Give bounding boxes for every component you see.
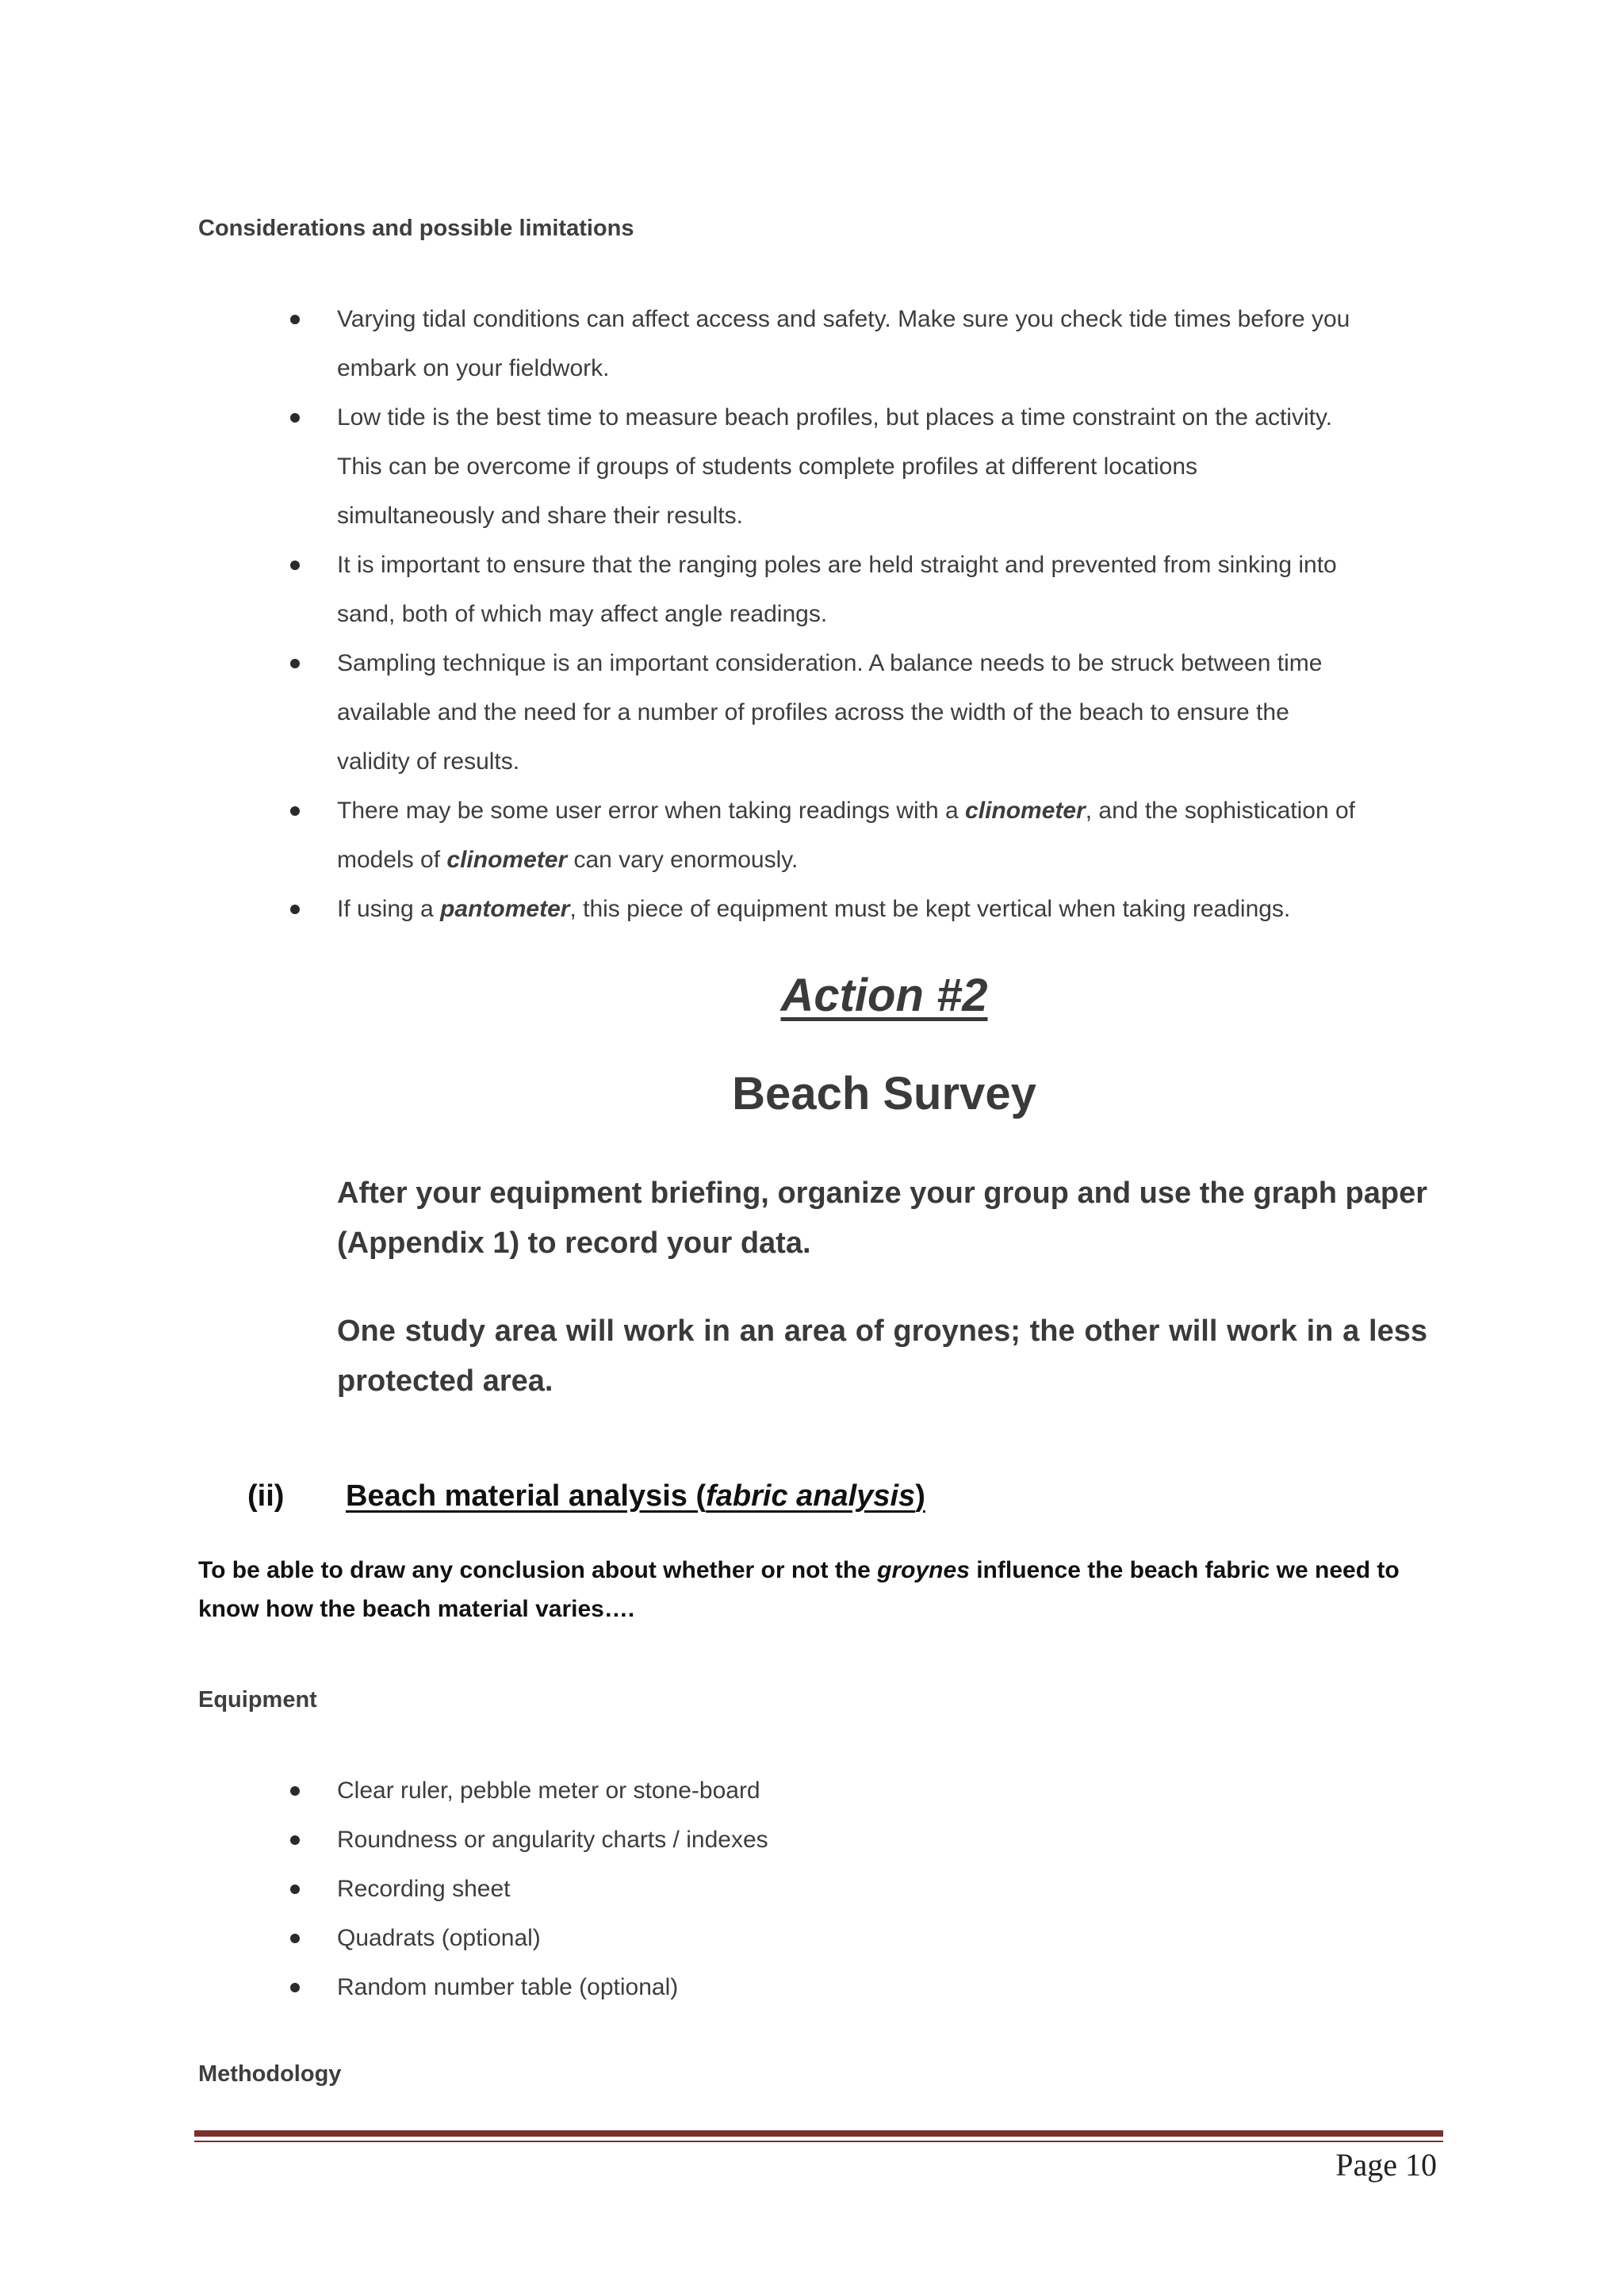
survey-title: Beach Survey bbox=[732, 1068, 1036, 1119]
list-item: Roundness or angularity charts / indexes bbox=[198, 1816, 1435, 1865]
methodology-heading: Methodology bbox=[198, 2061, 342, 2087]
equipment-list bbox=[198, 1766, 1435, 2012]
list-item: Random number table (optional) bbox=[198, 1963, 1435, 2012]
section-number: (ii) bbox=[247, 1479, 285, 1513]
intro-paragraph: To be able to draw any conclusion about whether or not the groynes influence the beach fabric we need to know how the beach material varies…. bbox=[198, 1557, 1400, 1622]
page-number: Page 10 bbox=[1335, 2147, 1437, 2183]
pantometer-term: pantometer bbox=[440, 896, 570, 922]
list-item: It is important to ensure that the ranging poles are held straight and prevented from sinking into sand, both of which may affect angle readings. bbox=[198, 541, 1435, 639]
briefing-paragraph: After your equipment briefing, organize your group and use the graph paper (Appendix 1) to record your data. bbox=[337, 1177, 1427, 1260]
study-area-paragraph: One study area will work in an area of groynes; the other will work in a less protected area. bbox=[337, 1314, 1427, 1398]
limitations-list bbox=[198, 295, 1435, 934]
clinometer-term: clinometer bbox=[965, 798, 1086, 824]
fabric-analysis-term: fabric analysis bbox=[706, 1479, 916, 1513]
footer-rule bbox=[194, 2130, 1443, 2137]
clinometer-term: clinometer bbox=[446, 847, 568, 873]
list-item: Low tide is the best time to measure beach profiles, but places a time constraint on the activity. This can be overcome if groups of students complete profiles at different locations simultaneously and share their results. bbox=[198, 393, 1435, 541]
action-title: Action #2 bbox=[780, 970, 988, 1021]
list-item: There may be some user error when taking readings with a clinometer, and the sophistication of models of clinometer can vary enormously. bbox=[198, 786, 1435, 885]
list-item: Varying tidal conditions can affect access and safety. Make sure you check tide times before you embark on your fieldwork. bbox=[198, 295, 1435, 393]
list-item: Clear ruler, pebble meter or stone-board bbox=[198, 1766, 1435, 1816]
groynes-term: groynes bbox=[877, 1557, 970, 1583]
list-item: If using a pantometer, this piece of equipment must be kept vertical when taking readings. bbox=[198, 885, 1435, 934]
footer-rule-thin bbox=[194, 2141, 1443, 2142]
list-item: Quadrats (optional) bbox=[198, 1914, 1435, 1963]
list-item: Recording sheet bbox=[198, 1865, 1435, 1914]
list-item: Sampling technique is an important consideration. A balance needs to be struck between time available and the need for a number of profiles across the width of the beach to ensure the validity of results. bbox=[198, 639, 1435, 786]
considerations-heading: Considerations and possible limitations bbox=[198, 216, 634, 241]
section-title: Beach material analysis (fabric analysis) bbox=[346, 1479, 925, 1513]
equipment-heading: Equipment bbox=[198, 1687, 317, 1712]
